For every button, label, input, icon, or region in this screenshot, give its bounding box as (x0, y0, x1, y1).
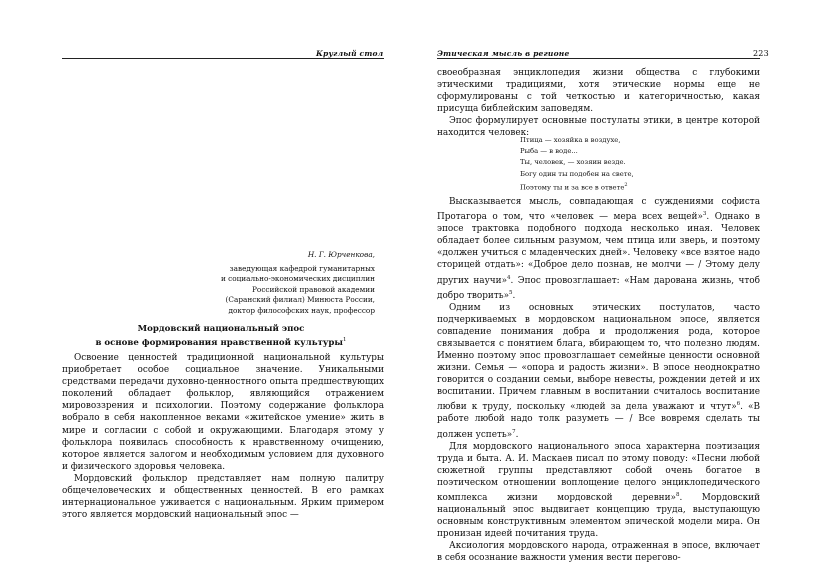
footnote-ref: 5 (509, 289, 513, 296)
verse-line: Птица — хозяйка в воздухе, (520, 136, 621, 144)
verse-line: Рыба — в воде... (520, 147, 578, 156)
verse-line: Поэтому ты и за все в ответе$^2$ (520, 181, 628, 192)
footnote-ref: 1 (343, 337, 347, 343)
paragraph: Высказывается мысль, совпадающая с суждениями софиста Протагора о том, что «человек — мера всех вещей»$^3$. Однако в эпосе трактовка подобного подхода несколько иная. Человек обладает более сильным разумом, чем птица или зверь, и поэтому «должен учиться с младенческих дней». Человеку «все взятое надо сторицей отдать»: «Доброе дело познав, не молчи — / Этому делу других научи»$^4$. Эпос провозглашает: «Нам дарована жизнь, чтоб добро творить»$^5$. (437, 197, 761, 301)
left-body-text (62, 352, 384, 521)
paragraph: Освоение ценностей традиционной национальной культуры приобретает особое социальное значение. Уникальными средствами передачи духовно-ценностного опыта предшествующих поколений обладает фольклор, являющийся отражением мировоззрения и психологии. Поэтому содержание фольклора вобрало в себя накопленное веками «житейское умение» жить в мире и согласии с собой и окружающими. Благодаря этому у фольклора появилась способность к нравственному очищению, которое является залогом и необходимым условием для духовного и физического здоровья человека. (62, 353, 384, 472)
paragraph: Для мордовского национального эпоса характерна поэтизация труда и быта. А. И. Маскаев писал по этому поводу: «Песни любой сюжетной группы представляют собой очень богатое в поэтическом отношении воплощение целого энциклопедического комплекса жизни мордовской деревни»$^8$. Мордовский национальный эпос выдвигает концепцию труда, выступающую основным конструктивным элементом эпической модели мира. Он пронизан идеей почитания труда. (437, 441, 760, 540)
verse-line: Богу один ты подобен на свете, (520, 169, 634, 178)
verse-line: Ты, человек, — хозяин везде. (520, 158, 626, 167)
affiliation-line: доктор философских наук, профессор (228, 305, 375, 315)
affiliation-line: заведующая кафедрой гуманитарных (229, 263, 375, 273)
paragraph: Аксиология мордовского народа, отраженная в эпосе, включает в себя осознание важности умения вести перегово- (437, 541, 760, 564)
footnote-ref: 2 (624, 181, 628, 188)
page-number: 223 (753, 49, 769, 58)
footnote-ref: 4 (507, 274, 511, 281)
right-body-text-top (437, 67, 760, 140)
author-name: Н. Г. Юрченкова, (307, 250, 375, 259)
paragraph: Мордовский фольклор представляет нам полную палитру общечеловеческих и общественных ценностей. В его рамках интернациональное уживается с национальным. Ярким примером этого является мордовский национальный эпос — (62, 473, 384, 521)
right-page (410, 0, 820, 580)
footnote-ref: 6 (736, 401, 741, 408)
paragraph: Эпос формулирует основные постулаты этики, в центре которой находится человек: (437, 116, 760, 139)
right-body-text-bottom (437, 196, 760, 565)
footnote-ref: 8 (675, 492, 680, 498)
affiliation-line: и социально-экономических дисциплин (220, 274, 375, 284)
affiliation-line: (Саранский филиал) Минюста России, (225, 295, 375, 305)
article-title-line2: в основе формирования нравственной культуры$^1$ (95, 337, 347, 348)
left-header-rule (62, 58, 384, 59)
paragraph: своеобразная энциклопедия жизни общества с глубокими этическими традициями, хотя этические нормы еще не сформулированы с той четкостью и категоричностью, какая присуща библейским заповедям. (437, 68, 760, 115)
epic-verse (520, 135, 634, 193)
right-running-head: Этическая мысль в регионе (437, 49, 570, 58)
article-title (62, 324, 380, 349)
affiliation-line: Российской правовой академии (252, 284, 375, 294)
footnote-ref: 3 (702, 211, 707, 218)
article-title-line1: Мордовский национальный эпос (137, 324, 305, 334)
footnote-ref: 7 (512, 428, 516, 435)
right-header-rule (437, 58, 760, 59)
left-running-head: Круглый стол (316, 49, 384, 58)
author-affiliation (155, 250, 375, 317)
paragraph: Одним из основных этических постулатов, часто подчеркиваемых в мордовском национальном эпосе, является совпадение понимания добра и продолжения рода, которое связывается с понятием блага, вбирающем то, что полезно людям. Именно поэтому эпос провозглашает семейные ценности основной жизни. Семья — «опора и радость жизни». В эпосе неоднократно говорится о создании семьи, выборе невесты, рождении детей и их воспитании. Причем главным в воспитании считалось воспитание любви к труду, поскольку «людей за дела уважают и чтут»$^6$. «В работе любой надо толк разуметь — / Все вовремя сделать ты должен успеть»$^7$. (437, 302, 760, 440)
